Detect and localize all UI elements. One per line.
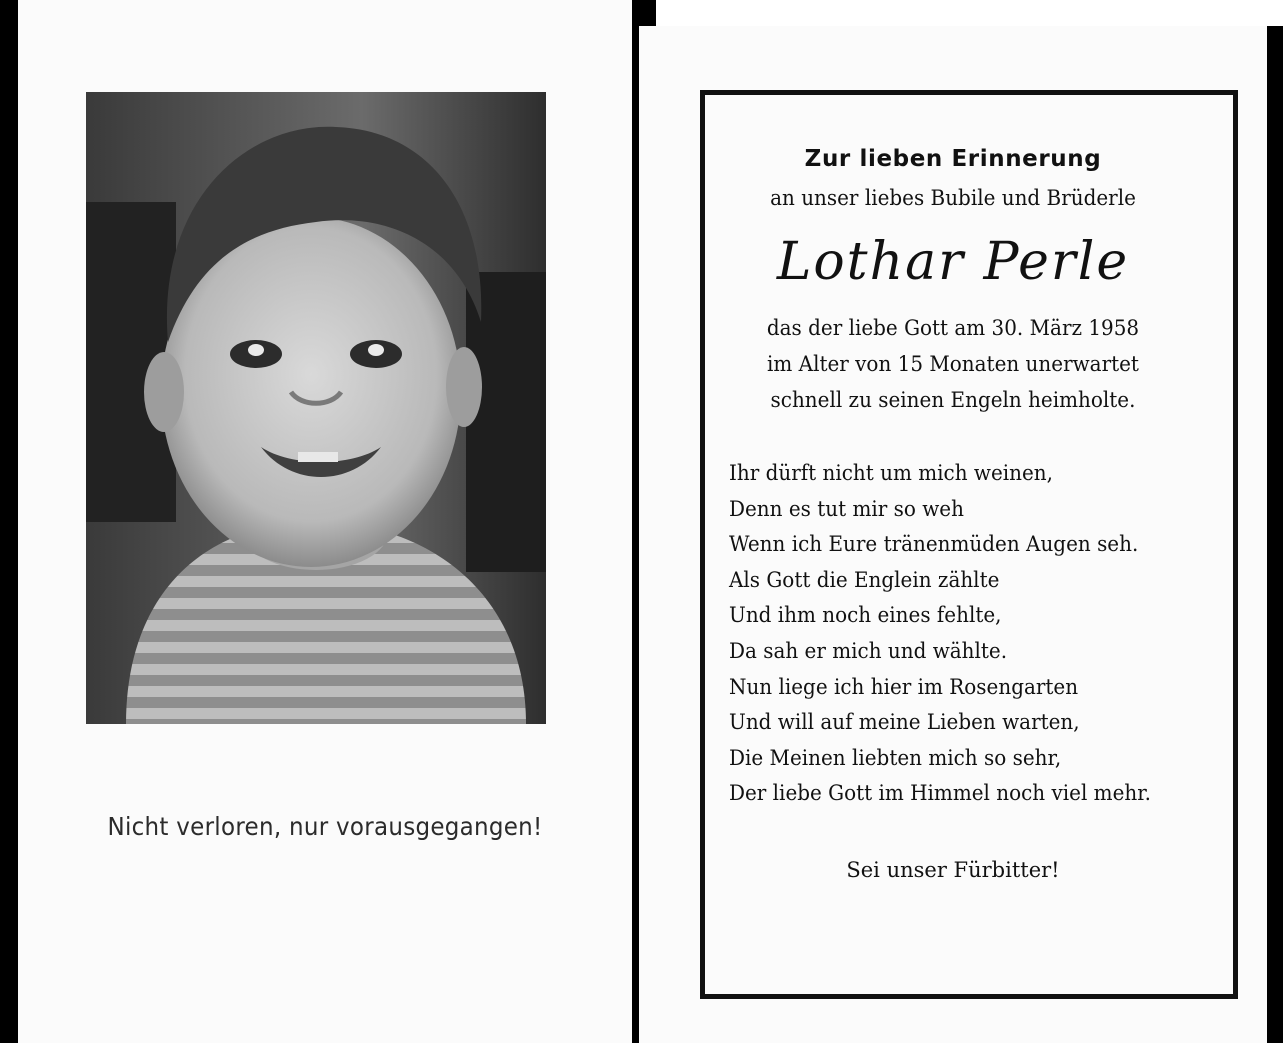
poem-line: Da sah er mich und wählte.	[729, 638, 1008, 663]
notice-line: im Alter von 15 Monaten unerwartet	[767, 352, 1139, 376]
poem-line: Als Gott die Englein zählte	[729, 567, 1000, 592]
death-notice	[639, 310, 1267, 418]
memorial-motto: Nicht verloren, nur vorausgegangen!	[107, 812, 543, 841]
deceased-name	[639, 226, 1267, 298]
card-front	[18, 0, 632, 1043]
memorial-poem	[729, 456, 1249, 812]
deceased-name-text: Lothar Perle	[776, 232, 1130, 292]
poem-line: Der liebe Gott im Himmel noch viel mehr.	[729, 781, 1151, 806]
portrait-photo-drawing	[86, 92, 546, 724]
portrait-photo	[86, 92, 546, 724]
poem-line: Nun liege ich hier im Rosengarten	[729, 674, 1079, 699]
poem-line: Die Meinen liebten mich so sehr,	[729, 745, 1062, 770]
scan-margin	[656, 0, 1283, 26]
closing-invocation: Sei unser Fürbitter!	[846, 858, 1060, 882]
card-back	[639, 26, 1267, 1043]
poem-line: Wenn ich Eure tränenmüden Augen seh.	[729, 532, 1139, 557]
notice-line: schnell zu seinen Engeln heimholte.	[770, 388, 1136, 412]
dedication-line: an unser liebes Bubile und Brüderle	[770, 186, 1136, 210]
notice-line: das der liebe Gott am 30. März 1958	[766, 316, 1140, 340]
poem-line: Und ihm noch eines fehlte,	[729, 603, 1002, 628]
poem-line: Ihr dürft nicht um mich weinen,	[729, 461, 1053, 485]
poem-line: Und will auf meine Lieben warten,	[729, 710, 1080, 735]
memorial-heading: Zur lieben Erinnerung	[804, 146, 1102, 172]
poem-line: Denn es tut mir so weh	[729, 496, 964, 521]
